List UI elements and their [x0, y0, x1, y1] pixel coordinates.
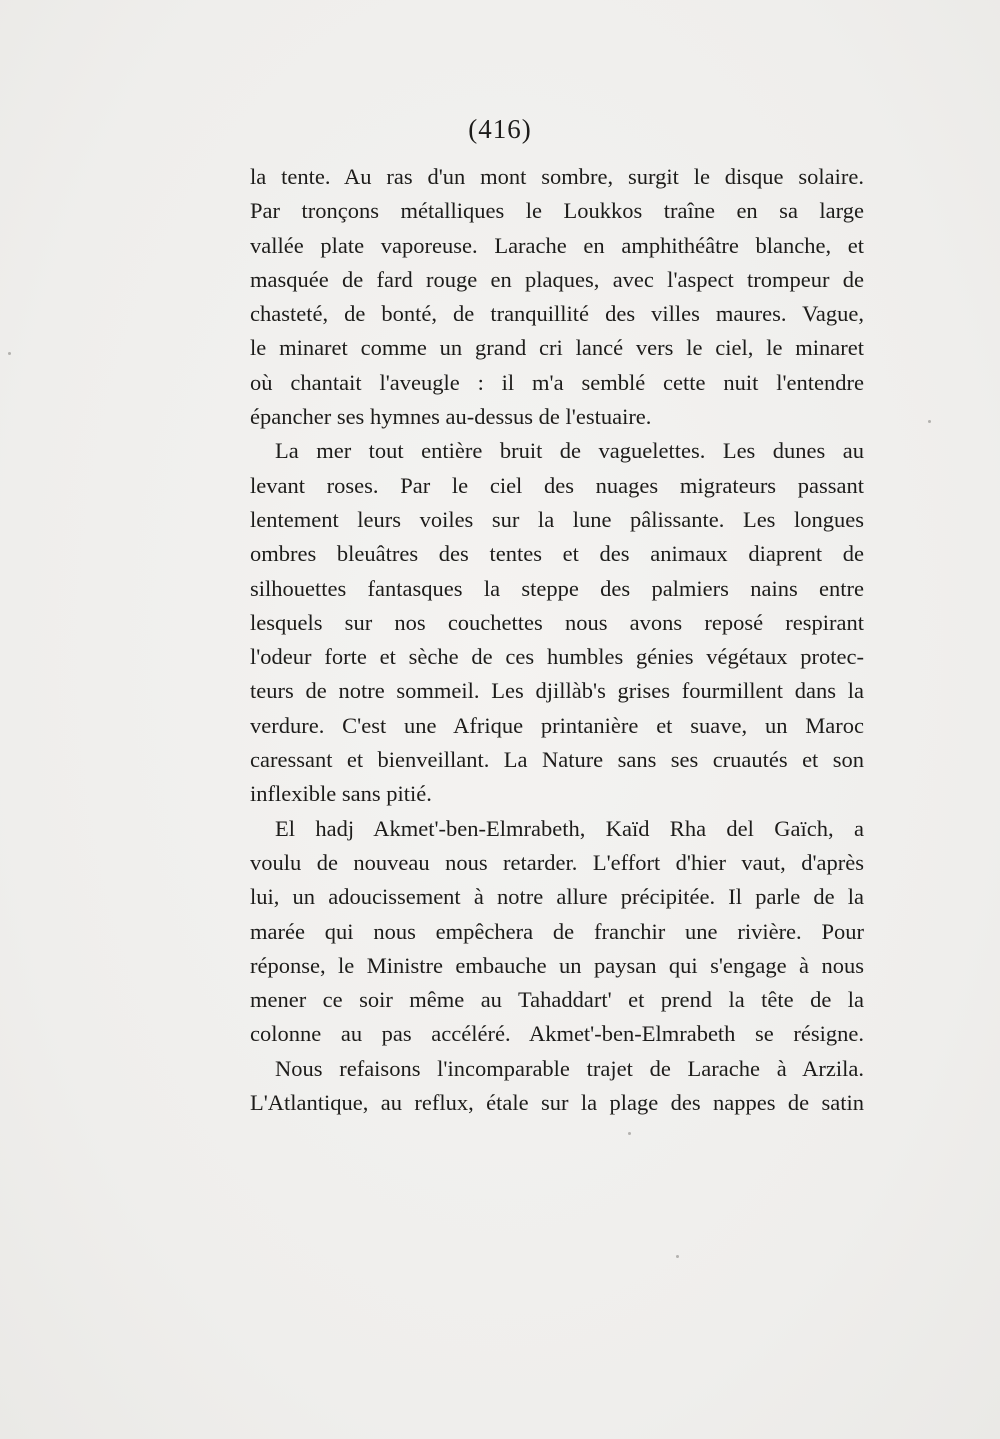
- text-line: chasteté, de bonté, de tranquillité des villes maures. Vague,: [250, 301, 864, 327]
- paragraph-2: [250, 434, 864, 811]
- text-line: voulu de nouveau nous retarder. L'effort d'hier vaut, d'après: [250, 849, 864, 875]
- text-line: teurs de notre sommeil. Les djillàb's grises fourmillent dans la: [250, 678, 864, 704]
- text-line: épancher ses hymnes au-dessus de l'estuaire.: [250, 404, 652, 430]
- text-line: lentement leurs voiles sur la lune pâlissante. Les longues: [250, 506, 864, 532]
- text-line: El hadj Akmet'-ben-Elmrabeth, Kaïd Rha del Gaïch, a: [275, 815, 864, 841]
- text-line: La mer tout entière bruit de vaguelettes. Les dunes au: [275, 438, 864, 464]
- text-line: où chantait l'aveugle : il m'a semblé cette nuit l'entendre: [250, 369, 864, 395]
- page-number: (416): [468, 114, 532, 144]
- paper-speck: [8, 352, 11, 355]
- text-line: Par tronçons métalliques le Loukkos traîne en sa large: [250, 198, 864, 224]
- body-text: [250, 160, 864, 1120]
- paper-speck: [628, 1132, 631, 1135]
- text-line: masquée de fard rouge en plaques, avec l'aspect trompeur de: [250, 266, 864, 292]
- paper-speck: [676, 1255, 679, 1258]
- text-line: levant roses. Par le ciel des nuages migrateurs passant: [250, 472, 864, 498]
- text-line: marée qui nous empêchera de franchir une rivière. Pour: [250, 918, 864, 944]
- text-line: mener ce soir même au Tahaddart' et prend la tête de la: [250, 987, 864, 1013]
- text-line: lui, un adoucissement à notre allure précipitée. Il parle de la: [250, 884, 864, 910]
- paragraph-3: [250, 812, 864, 1052]
- text-line: silhouettes fantasques la steppe des palmiers nains entre: [250, 575, 864, 601]
- text-line: L'Atlantique, au reflux, étale sur la plage des nappes de satin: [250, 1090, 864, 1116]
- text-line: réponse, le Ministre embauche un paysan qui s'engage à nous: [250, 952, 864, 978]
- text-line: verdure. C'est une Afrique printanière et suave, un Maroc: [250, 712, 864, 738]
- text-line: la tente. Au ras d'un mont sombre, surgit le disque solaire.: [250, 164, 864, 189]
- paragraph-1: [250, 160, 864, 434]
- text-line: caressant et bienveillant. La Nature sans ses cruautés et son: [250, 747, 864, 773]
- text-line: vallée plate vaporeuse. Larache en amphithéâtre blanche, et: [250, 232, 864, 258]
- text-line: l'odeur forte et sèche de ces humbles génies végétaux protec-: [250, 644, 864, 670]
- text-line: colonne au pas accéléré. Akmet'-ben-Elmrabeth se résigne.: [250, 1021, 864, 1047]
- paper-speck: [928, 420, 931, 423]
- paragraph-4: [250, 1052, 864, 1121]
- text-line: le minaret comme un grand cri lancé vers le ciel, le minaret: [250, 335, 864, 361]
- text-line: Nous refaisons l'incomparable trajet de Larache à Arzila.: [275, 1055, 864, 1081]
- text-line: inflexible sans pitié.: [250, 781, 432, 807]
- text-line: ombres bleuâtres des tentes et des animaux diaprent de: [250, 541, 864, 567]
- text-line: lesquels sur nos couchettes nous avons reposé respirant: [250, 609, 864, 635]
